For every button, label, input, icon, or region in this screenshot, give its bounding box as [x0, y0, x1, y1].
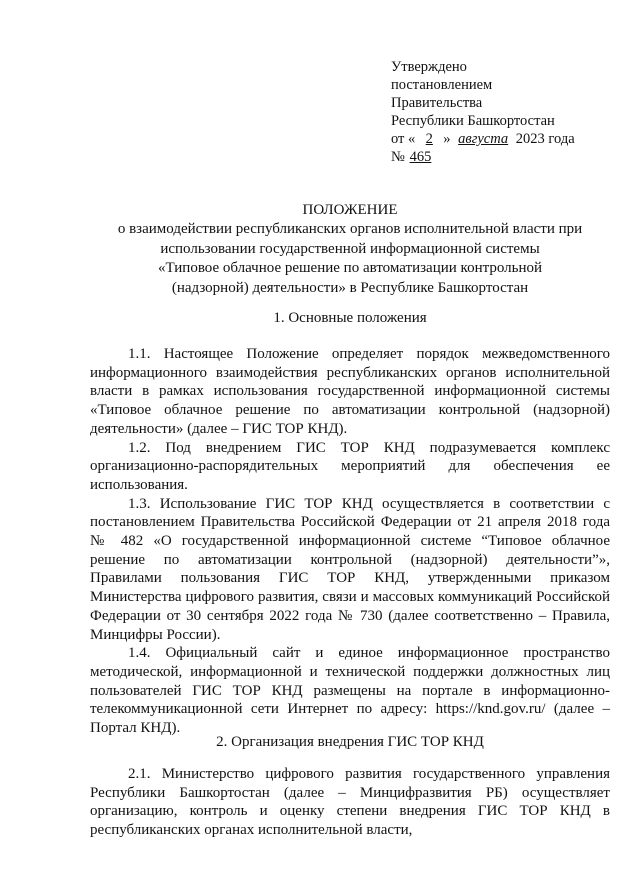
paragraph-2-1: 2.1. Министерство цифрового развития государственного управления Республики Башкортостан (далее – Минцифразвития РБ) осуществляет организацию, контроль и оценку степени внедрения ГИС ТОР КНД в республиканских органах исполнительной власти, [90, 766, 610, 839]
approval-line: Республики Башкортостан [391, 113, 555, 129]
subtitle-line: (надзорной) деятельности» в Республике Башкортостан [171, 279, 529, 296]
date-mid: » [443, 131, 451, 147]
approval-line: Правительства [391, 95, 483, 111]
approval-number [391, 148, 621, 166]
section-heading-2: 2. Организация внедрения ГИС ТОР КНД [216, 734, 484, 750]
section-1-body [90, 345, 610, 738]
paragraph-1-4: 1.4. Официальный сайт и единое информационное пространство методической, информационной и технической поддержки должностных лиц пользователей ГИС ТОР КНД размещены на портале в информационно-телекоммуникационной сети Интернет по адресу: https://knd.gov.ru/ (далее – Портал КНД). [90, 645, 610, 737]
document-subtitle [90, 220, 610, 298]
approval-number-value: 465 [409, 149, 432, 165]
subtitle-line: о взаимодействии республиканских органов исполнительной власти при [117, 221, 583, 237]
approval-month: августа [458, 131, 509, 147]
approval-day: 2 [425, 131, 433, 147]
subtitle-line: «Типовое облачное решение по автоматизации контрольной [157, 260, 543, 276]
section-heading-1: 1. Основные положения [273, 310, 427, 326]
paragraph-1-2: 1.2. Под внедрением ГИС ТОР КНД подразумевается комплекс организационно-распорядительных мероприятий для обеспечения ее использования. [90, 439, 610, 493]
paragraph-1-1: 1.1. Настоящее Положение определяет порядок межведомственного информационного взаимодействия республиканских органов исполнительной власти в рамках использования государственной информационной системы «Типовое облачное решение по автоматизации контрольной (надзорной) деятельности» (далее – ГИС ТОР КНД). [90, 346, 610, 437]
date-prefix: от « [391, 131, 416, 147]
subtitle-line: использовании государственной информационной системы [160, 240, 540, 257]
approval-line: постановлением [391, 77, 493, 93]
number-prefix: № [391, 149, 405, 165]
document-title: ПОЛОЖЕНИЕ [302, 202, 398, 218]
paragraph-1-3: 1.3. Использование ГИС ТОР КНД осуществляется в соответствии с постановлением Правительства Российской Федерации от 21 апреля 2018 года № 482 «О государственной информационной системе “Типовое облачное решение по автоматизации контрольной (надзорной) деятельности”», Правилами пользования ГИС ТОР КНД, утвержденными приказом Министерства цифрового развития, связи и массовых коммуникаций Российской Федерации от 30 сентября 2022 года № 730 (далее соответственно – Правила, Минцифры России). [90, 495, 610, 643]
approval-line: Утверждено [391, 59, 467, 75]
approval-stamp [391, 58, 621, 166]
approval-year: 2023 года [515, 131, 575, 147]
approval-date [391, 130, 621, 148]
section-2-body [90, 765, 610, 840]
